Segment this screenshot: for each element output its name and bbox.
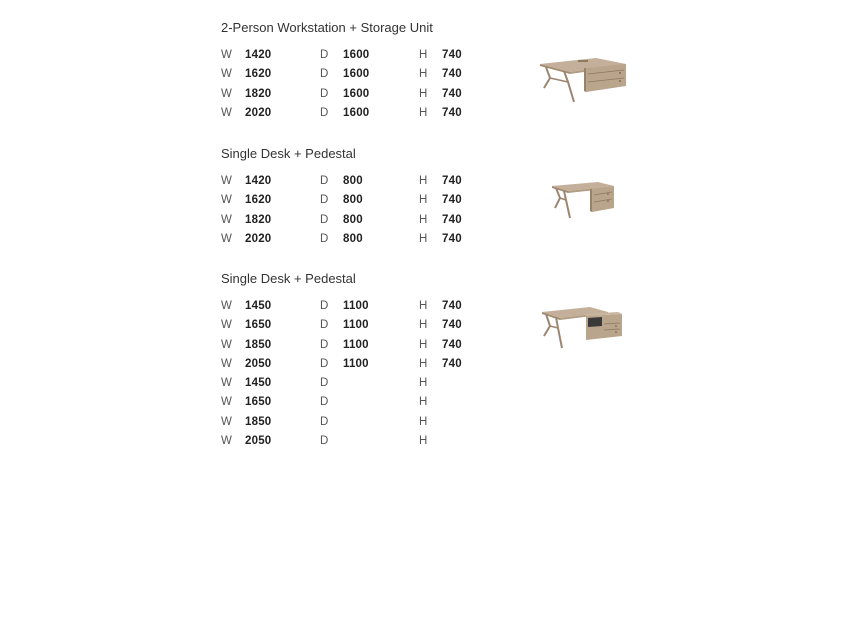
- height-label: H: [419, 300, 428, 312]
- height-label: H: [419, 396, 428, 409]
- depth-label: D: [320, 338, 329, 351]
- width-value: 1850: [245, 338, 272, 351]
- depth-label: D: [320, 194, 329, 207]
- height-label: H: [419, 338, 428, 351]
- depth-value: 1100: [343, 319, 369, 332]
- desk-return-pedestal-icon: [538, 304, 628, 352]
- height-label: H: [419, 194, 428, 207]
- width-value: 1820: [245, 213, 272, 226]
- height-label: H: [419, 357, 428, 370]
- width-value: 2020: [245, 106, 272, 119]
- depth-value: 800: [343, 175, 363, 187]
- depth-label: D: [320, 415, 329, 428]
- width-value: 2050: [245, 435, 272, 448]
- height-value: 740: [442, 175, 462, 187]
- depth-label: D: [320, 213, 329, 226]
- height-value: 740: [442, 194, 462, 207]
- height-label: H: [419, 68, 428, 81]
- height-label: H: [419, 232, 428, 245]
- width-value: 2020: [245, 232, 272, 245]
- depth-label: D: [320, 87, 329, 100]
- height-label: H: [419, 213, 428, 226]
- depth-label: D: [320, 435, 329, 448]
- width-label: W: [221, 415, 232, 428]
- height-value: 740: [442, 232, 462, 245]
- dimension-row: [221, 413, 641, 432]
- desk-workstation-storage-icon: [536, 52, 632, 108]
- height-label: H: [419, 435, 428, 448]
- depth-value: 1600: [343, 49, 370, 61]
- depth-value: 1100: [343, 300, 369, 312]
- width-label: W: [221, 106, 232, 119]
- width-value: 1650: [245, 396, 272, 409]
- height-label: H: [419, 377, 428, 390]
- depth-value: 1600: [343, 87, 370, 100]
- width-value: 1650: [245, 319, 272, 332]
- width-value: 1850: [245, 415, 272, 428]
- width-label: W: [221, 357, 232, 370]
- depth-value: 800: [343, 194, 363, 207]
- width-value: 1620: [245, 68, 272, 81]
- width-label: W: [221, 87, 232, 100]
- depth-label: D: [320, 175, 329, 187]
- dimension-row: [221, 393, 641, 412]
- width-label: W: [221, 396, 232, 409]
- section-title: 2-Person Workstation + Storage Unit: [221, 20, 433, 35]
- height-label: H: [419, 175, 428, 187]
- depth-value: 1100: [343, 357, 369, 370]
- depth-label: D: [320, 396, 329, 409]
- depth-value: 800: [343, 213, 363, 226]
- height-label: H: [419, 87, 428, 100]
- depth-label: D: [320, 232, 329, 245]
- section-title: Single Desk + Pedestal: [221, 146, 356, 161]
- height-value: 740: [442, 106, 462, 119]
- depth-label: D: [320, 106, 329, 119]
- width-label: W: [221, 435, 232, 448]
- height-value: 740: [442, 213, 462, 226]
- depth-label: D: [320, 300, 329, 312]
- height-value: 740: [442, 319, 462, 332]
- height-label: H: [419, 319, 428, 332]
- width-value: 1420: [245, 49, 272, 61]
- section-title: Single Desk + Pedestal: [221, 271, 356, 286]
- depth-label: D: [320, 49, 329, 61]
- width-value: 1450: [245, 377, 272, 390]
- depth-value: 1600: [343, 68, 370, 81]
- width-label: W: [221, 377, 232, 390]
- height-value: 740: [442, 49, 462, 61]
- width-label: W: [221, 213, 232, 226]
- depth-value: 1600: [343, 106, 370, 119]
- depth-label: D: [320, 377, 329, 390]
- height-value: 740: [442, 338, 462, 351]
- dimension-row: [221, 230, 641, 249]
- desk-pedestal-icon: [546, 178, 622, 222]
- width-value: 1620: [245, 194, 272, 207]
- depth-value: 1100: [343, 338, 369, 351]
- height-label: H: [419, 106, 428, 119]
- height-value: 740: [442, 300, 462, 312]
- dimension-row: [221, 432, 641, 451]
- height-label: H: [419, 415, 428, 428]
- height-value: 740: [442, 357, 462, 370]
- width-label: W: [221, 300, 232, 312]
- width-label: W: [221, 175, 232, 187]
- width-label: W: [221, 232, 232, 245]
- width-value: 1450: [245, 300, 272, 312]
- width-label: W: [221, 68, 232, 81]
- width-label: W: [221, 338, 232, 351]
- width-label: W: [221, 319, 232, 332]
- depth-label: D: [320, 319, 329, 332]
- section-single-desk-return-pedestal: [221, 269, 641, 451]
- height-value: 740: [442, 68, 462, 81]
- height-value: 740: [442, 87, 462, 100]
- depth-label: D: [320, 68, 329, 81]
- width-value: 2050: [245, 357, 272, 370]
- width-value: 1420: [245, 175, 272, 187]
- depth-label: D: [320, 357, 329, 370]
- depth-value: 800: [343, 232, 363, 245]
- dimension-row: [221, 355, 641, 374]
- width-value: 1820: [245, 87, 272, 100]
- dimension-row: [221, 374, 641, 393]
- width-label: W: [221, 49, 232, 61]
- height-label: H: [419, 49, 428, 61]
- width-label: W: [221, 194, 232, 207]
